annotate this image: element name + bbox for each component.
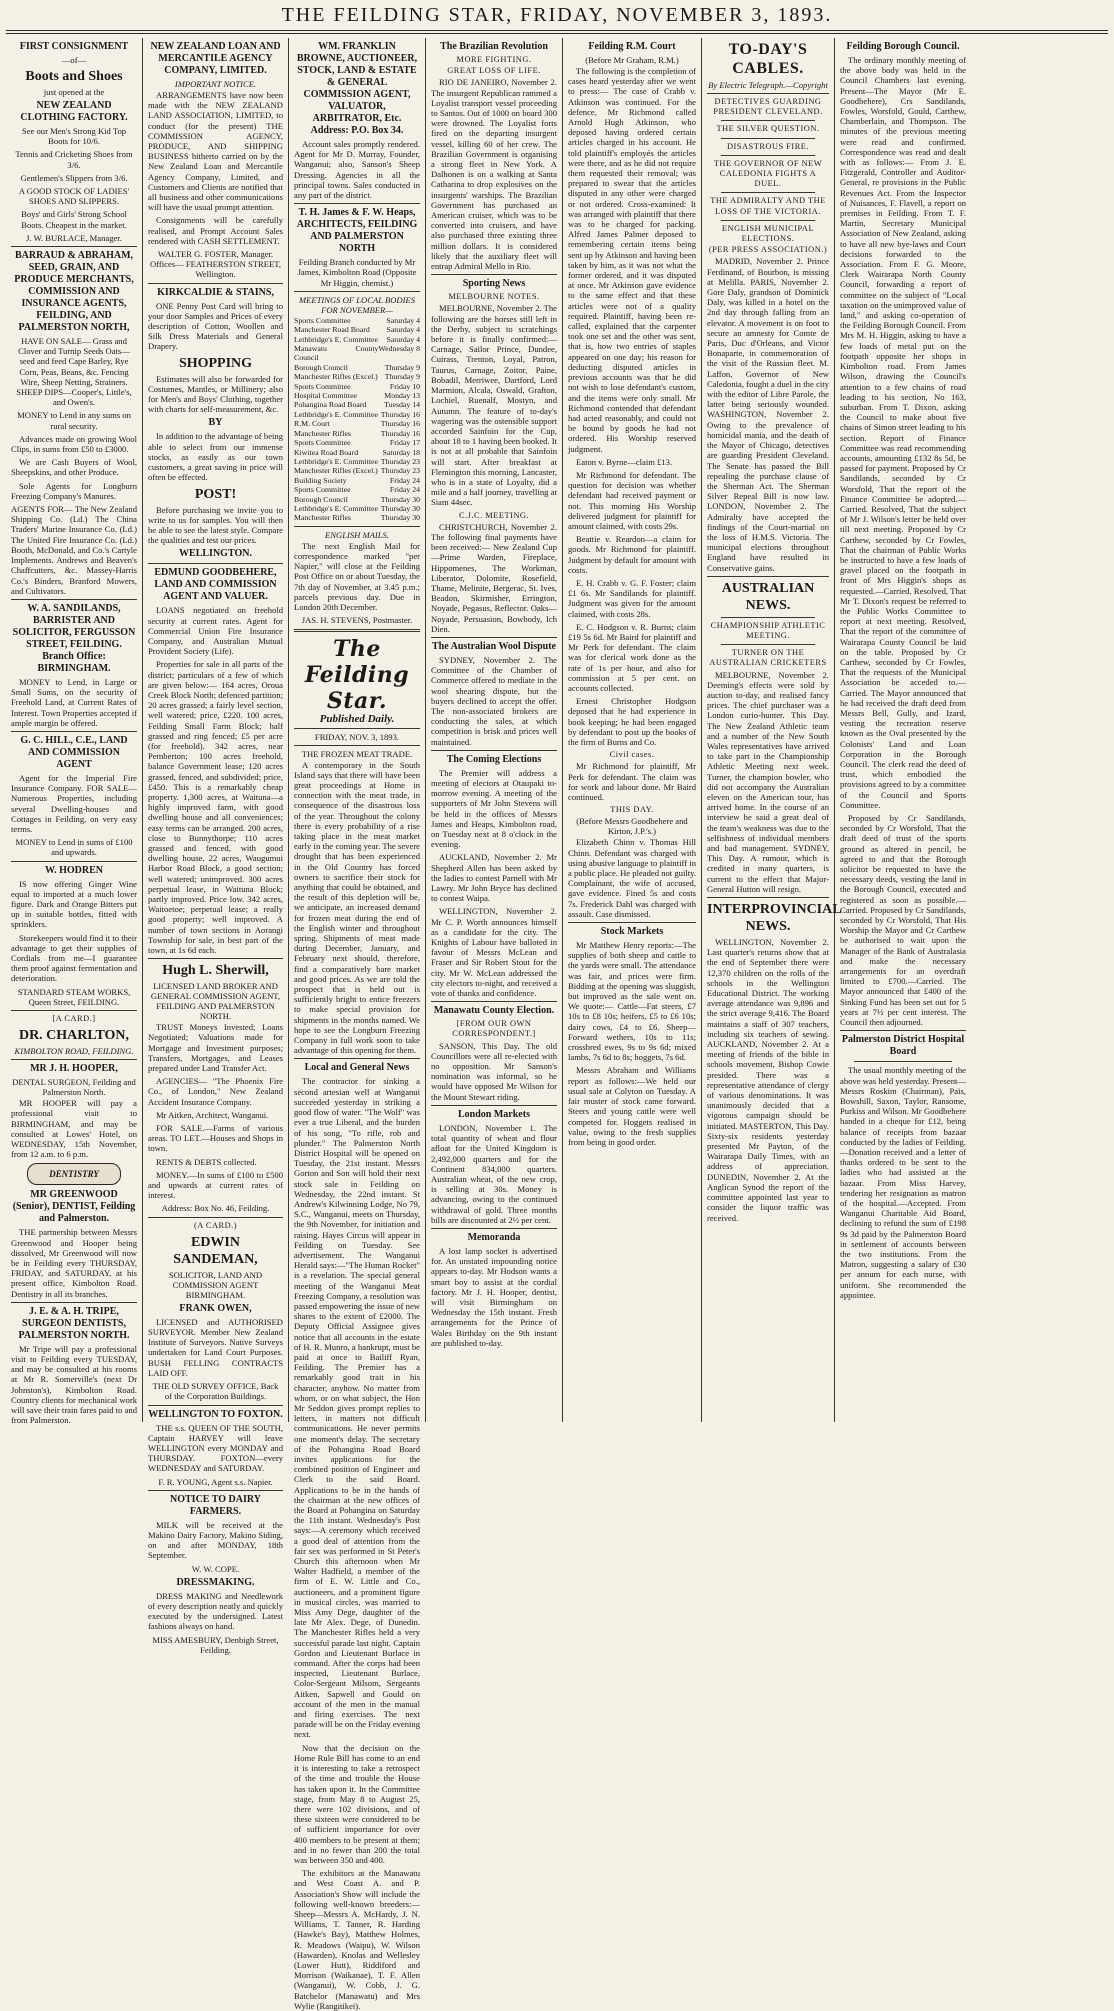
stock-markets-body: Mr Matthew Henry reports:—The supplies of both sheep and cattle to the yards were small. The attendance was fair, and prices were firm. Bidding at the opening was sluggish, but improved as the sale went on. We quote:— Cattle—Fat steers, £7 10s to £8 10s; heifers, £5 to £6 10s; dairy cows, £4 to £6. Sheep—Forward wethers, 10s to 11s; crossbred ewes, 9s to 9s 6d; mixed lambs, 7s 6d to 8s; hoggets, 7s 6d. xyxy=(568,940,696,1063)
wellington-elections: WELLINGTON, November 2. Mr C. P. Worth announces himself as a candidate for the city. The Knights of Labour have balloted in favour of Messrs McLean and Fraser and Sir Robert Stout for the city. Mr W. McLean addressed the city electors to-night, and received a vote of thanks and confidence. xyxy=(431,906,557,999)
meeting-body-name: Sports Committee xyxy=(294,315,351,325)
meeting-row xyxy=(294,400,420,409)
eaton-body: Mr Richmond for defendant. The question for decision was whether defendant had received payment or not. This morning His Worship delivered judgment for plaintiff for amount claimed, with costs 29s. xyxy=(568,469,696,531)
meeting-body-name: Lethbridge's E. Committee xyxy=(294,334,378,344)
greenwood-heading: MR GREENWOOD (Senior), DENTIST, Feilding and Palmerston. xyxy=(12,1189,136,1225)
meeting-body-name: Borough Council xyxy=(294,494,348,504)
meetings-heading: MEETINGS OF LOCAL BODIES FOR NOVEMBER— xyxy=(298,294,416,315)
meeting-date: Thursday 16 xyxy=(380,419,420,429)
shopping-heading: SHOPPING xyxy=(178,355,253,371)
cope-signature: W. W. COPE. xyxy=(191,1563,240,1574)
separator xyxy=(707,93,829,94)
meeting-body-name: Manchester Rifles xyxy=(294,428,351,438)
wool-heading: The Australian Wool Dispute xyxy=(431,640,556,652)
cable-head-5: THE ADMIRALTY AND THE LOSS OF THE VICTORIA. xyxy=(710,196,826,216)
meeting-body-name: R.M. Court xyxy=(294,419,330,429)
masthead: THE FEILDING STAR, FRIDAY, NOVEMBER 3, 1893. xyxy=(281,4,833,26)
meeting-row xyxy=(294,335,420,344)
separator xyxy=(840,1030,966,1031)
meeting-date: Friday 10 xyxy=(389,381,420,391)
browne-body: Account sales promptly rendered. Agent for Mr D. Murray, Founder, Wanganui; also, Sanson's Sheep Dressing. Agencies in all the principal towns. Sales conducted in any part of the district. xyxy=(294,139,420,201)
meeting-row xyxy=(294,363,420,372)
championship-heading: CHAMPIONSHIP ATHLETIC MEETING. xyxy=(710,620,826,640)
rents-line: RENTS & DEBTS collected. xyxy=(156,1156,257,1167)
manawatu-election-body: SANSON, This Day. The old Councillors were all re-elected with no opposition. Mr Sanson's nomination was informal, so he would have opposed Mr Wilson for the Mount Stewart riding. xyxy=(431,1040,557,1102)
barraud-heading: BARRAUD & ABRAHAM, SEED, GRAIN, AND PRODUCE MERCHANTS, COMMISSION AND INSURANCE AGENTS, FEILDING, AND PALMERSTON NORTH, xyxy=(14,250,134,334)
meeting-row xyxy=(294,438,420,447)
cable-head-2: THE SILVER QUESTION. xyxy=(716,124,820,134)
press-association: (PER PRESS ASSOCIATION.) xyxy=(708,245,828,255)
interprovincial-body: WELLINGTON, November 2. Last quarter's returns show that at the end of September there were 12,370 children on the rolls of the schools in the Wellington Educational District. The working average attendance was 9,896 and the strict average 9,416. The Board maintains a staff of 307 teachers, including six teachers of sewing. AUCKLAND, November 2. At a meeting of friends of the bible in schools movement, Bishop Cowie presided. There was a representative attendance of clergy of various denominations. It was unanimously decided that a vigorous campaign should be initiated. MASTERTON, This Day. Sixty-six residents yesterday presented Mr Payton, of the Wairarapa Daily Times, with an address of appreciation. DUNEDIN, November 2. At the Anglican Synod the report of the committee appointed last year to consider the liquor traffic was received. xyxy=(707,937,829,1223)
column-5 xyxy=(563,38,702,1422)
meeting-body-name: Manchester Road Board xyxy=(294,325,370,335)
cables-heading: TO-DAY'S CABLES. xyxy=(728,41,808,77)
telegraph-line: By Electric Telegraph.—Copyright xyxy=(708,80,828,90)
separator xyxy=(431,1228,557,1229)
steam-works-line: STANDARD STEAM WORKS, Queen Street, FEILDING. xyxy=(17,986,131,1007)
meeting-row xyxy=(294,513,420,522)
cjc-heading: C.J.C. MEETING. xyxy=(458,510,530,520)
column-3 xyxy=(289,38,426,2011)
meeting-date: Monday 13 xyxy=(384,391,420,401)
masthead-rule-2 xyxy=(6,33,1108,34)
meeting-row xyxy=(294,495,420,504)
meeting-date: Friday 24 xyxy=(389,485,420,495)
column-1 xyxy=(6,38,143,1426)
rm-court-heading: Feilding R.M. Court xyxy=(588,41,676,52)
meeting-body-name: Sports Committee xyxy=(294,438,351,448)
separator xyxy=(148,958,283,959)
address-line: Address: Box No. 46, Feilding. xyxy=(161,1203,270,1214)
english-mails-body: The next English Mail for correspondence marked "per Napier," will close at the Feilding Post Office on or about Tuesday, the 7th day of November, at 3.45 p.m.; parcels previous day. Due in London 20th December. xyxy=(294,540,420,612)
post-body: Before purchasing we invite you to write to us for samples. You will then be able to see the latest style. Compare the qualities and test our prices. xyxy=(148,504,283,546)
cable-head-4: THE GOVERNOR OF NEW CALEDONIA FIGHTS A DUEL. xyxy=(713,158,823,189)
brazil-body: RIO DE JANEIRO, November 2. The insurgent Republican rammed a Loyalist transport vessel proceeding to Santos. Out of 1000 on board 300 were drowned. The Loyalist forts fired on the departing insurgent vessel, killing 60 of her crew. The Brazilian Government is organising a strong fleet in New York. A Dalhonen is on a walking at Santa Catharina to drop explosives on the insurgents' warships. The Brazilian Government has purchased an American cruiser, which was to be converted into cruisers, and have also purchased three existing three million dollars. It is considered likely that the auxiliary fleet will entrap Admiral Mello in Rio. xyxy=(431,77,557,272)
hooper-body: MR HOOPER will pay a professional visit to BIRMINGHAM, and may be consulted at Lowes' Hotel, on WEDNESDAY, 15th November, from 12 a.m. to 6 p.m. xyxy=(11,1098,137,1160)
borough-council-body: The ordinary monthly meeting of the above body was held in the Council Chambers last evening. Present—The Mayor (Mr E. Goodbehere), Crs Sandilands, Fowles, Worsfold, Gould, Carthew, Chamberlain, and Thompson. The minutes of the previous meeting were read and confirmed. Correspondence was read and dealt with as follows:— From J. E. Fitzgerald, Controller and Auditor-General, re provisions in the Public Revenues Act. From the Inspector of Nuisances, F. Flavell, a report on premises in Feilding. From T. F. Martin, Secretary Municipal Association of New Zealand, asking to have all new bye-laws and Court decisions forwarded to the Association. From F. G. Moore, Clerk Wairarapa North County Council, forwarding a report of committee on the subject of "Local taxation on the unimproved value of land," and asking co-operation of the Feilding Borough Council. From Mrs M. H. Higgin, asking to have a few loads of metal put on the footpath opposite her shops in Kimbolton road. From James Wilson, drawing the Council's attention to a few chains of road leading to his section, No 163, suburban. From T. Dixon, asking the Council to make about five chains of Simon street leading to his section. Report of Finance Committee was read recommending accounts, amounting £132 8s 5d, be passed for payment. Proposed by Cr Sandilands, seconded by Cr Worsfold, That the report of the Finance Committee be adopted.—Carried. Resolved, That the subject of Mr J. Wilson's letter be held over till next meeting. Proposed by Cr Carthew, seconded by Cr Fowles, That the chairman of Public Works be instructed to have a few loads of gravel placed on the footpath in front of Mrs Higgin's shops as requested.—Carried. Resolved, That Mr T. Dixon's request be referred to the Public Works Committee to report at next meeting. Resolved, That the report of the committee of Wairarapa County Council be laid on the table. Proposed by Cr Carthew, seconded by Cr Fowles, That the requests of the Municipal Association be acceded to.—Carried. The Mayor announced that he had received the draft deed from Messrs Bell, Gully, and Izard, vesting the recreation reserve known as the Oval presented by the Colonists' Land and Loan Corporation in the Borough Council. The clerk read the deed of trust, which embodied the provisions agreed to by a committee of the Council and Sports Committee. xyxy=(840,55,966,810)
separator xyxy=(721,220,815,221)
auckland-elections: AUCKLAND, November 2. Mr Shepherd Allen has been asked by the ladies to contest Parnell with Mr Lawry. Mr John Bryce has declined to contest Waipa. xyxy=(431,852,557,904)
separator xyxy=(11,246,137,247)
opened-line: just opened at the xyxy=(43,87,105,97)
meeting-body-name: Manawatu County Council xyxy=(294,344,379,363)
sandeman-heading: EDWIN SANDEMAN, xyxy=(173,1234,258,1267)
sandilands-body: MONEY to Lend, in Large or Small Sums, on the security of Freehold Land, at Current Rates of Interest. Town Properties accepted if ample margin be offered. xyxy=(11,676,137,728)
meeting-body-name: Lethbridge's E. Committee xyxy=(294,456,378,466)
separator xyxy=(11,1302,137,1303)
separator xyxy=(294,291,420,292)
properties-list: Properties for sale in all parts of the district; particulars of a few of which are given below:— 164 acres, Oroua Creek Block North; defenced partition; 20 acres grassed; a fairly level section, well watered; price, £220. 100 acres, Feilding Small Farm Block; half grassed and ring fenced; £5 per acre (for freehold). 342 acres, near Pemberton; 100 acres freehold, balance Government lease; 120 acres grassed, fenced, and subdivided; price, £450. This is a remarkably cheap property. 1,300 acres, at Waituna—a highly improved farm, with good dwelling house and all conveniences; easy terms can be arranged. 200 acres, close to Bunnythorpe; 110 acres grassed and fenced, with good dwelling house. 22 acres, Waugumui Harbor Road Block, a good section; well watered; unimproved. 300 acres perpetual lease, in Waituna Block; partly improved. Price low. 342 acres, Waitoetoe; perpetual lease; a really good property; well improved. A number of town sections in Aorangi Township for sale, in best part of the town, at 1s 6d each. xyxy=(148,659,283,956)
kirkcaldie-body: ONE Penny Post Card will bring to your door Samples and Prices of every description of Cotton, Woollen and Silk Dress Materials and General Drapery. xyxy=(148,300,283,352)
cable-head-6: ENGLISH MUNICIPAL ELECTIONS. xyxy=(721,223,815,244)
ladies-stock-line: A GOOD STOCK OF LADIES' SHOES AND SLIPPERS. xyxy=(18,186,130,207)
separator xyxy=(431,1001,557,1002)
owen-heading: FRANK OWEN, xyxy=(179,1302,252,1314)
meeting-date: Thursday 30 xyxy=(380,494,420,504)
sandeman-title: SOLICITOR, LAND AND COMMISSION AGENT BIRMINGHAM. xyxy=(168,1269,263,1300)
separator xyxy=(148,283,283,284)
dentistry-emblem-icon: DENTISTRY xyxy=(27,1163,121,1185)
separator xyxy=(721,617,815,618)
manures-line: Sole Agents for Longburn Freezing Company's Manures. xyxy=(11,480,137,501)
meeting-row xyxy=(294,344,420,363)
sherwill-title: LICENSED LAND BROKER AND GENERAL COMMISSION AGENT, FEILDING AND PALMERSTON NORTH. xyxy=(150,981,281,1022)
separator xyxy=(148,1405,283,1406)
australian-news-body: MELBOURNE, November 2. Deeming's effects were sold by auction to-day, and realised fancy prices. The chief purchaser was a London curio-hunter. This Day. The New Zealand Athletic team and a number of the New South Wales representatives have arrived to take part in the Championship Athletic Meeting next week. Turner, the champion bowler, who did not accompany the Australian eleven on the American tour, has arrived home. In the course of an interview he said a great deal of the team's weakness was due to the selfishness of individual members and bad management. SYDNEY, This Day. A rumour, which is credited in many quarters, is current to the effect that Major-General Hutton will resign. xyxy=(707,669,829,894)
meeting-body-name: Kiwitea Road Board xyxy=(294,447,359,457)
hodren-heading: W. HODREN xyxy=(45,864,103,876)
dateline: FRIDAY, NOV. 3, 1893. xyxy=(314,731,400,742)
meeting-row xyxy=(294,448,420,457)
published-daily: Published Daily. xyxy=(319,713,395,726)
tripe-heading: J. E. & A. H. TRIPE, SURGEON DENTISTS, PALMERSTON NORTH. xyxy=(18,1305,130,1341)
separator xyxy=(294,728,420,729)
hodgson-evidence: Ernest Christopher Hodgson deposed that he had experience in book keeping; he had been engaged by defendant to post up the books of the firm of Burns and Co. xyxy=(568,696,696,747)
crabb-foster-case: E. H. Crabb v. G. F. Foster; claim £1 6s. Mr Sandilands for plaintiff. Judgment was given for the amount claimed, with costs 28s. xyxy=(568,577,696,619)
column-7 xyxy=(835,38,971,1422)
separator xyxy=(721,120,815,121)
meeting-row xyxy=(294,316,420,325)
cjc-body: CHRISTCHURCH, November 2. The following final payments have been received:— New Zealand Cup—Prime Warden, Fireplace, Hippomenes, The Workman, Liberator, Dolomite, Rosefield, Thame, Melinite, Bergerac, St. Ives, Beadon, Skirmisher, Errington, Noyade, Pegasus, Reflector. Oaks—Noyade, Persuasion, Bowbody, Ich Dien. xyxy=(431,521,557,634)
meeting-date: Thursday 9 xyxy=(384,362,420,372)
cable-head-3: DISASTROUS FIRE. xyxy=(727,141,809,151)
column-4 xyxy=(426,38,563,1422)
meeting-row xyxy=(294,419,420,428)
column-2 xyxy=(143,38,289,1655)
dental-line: DENTAL SURGEON, Feilding and Palmerston North. xyxy=(12,1077,136,1098)
dairy-heading: NOTICE TO DAIRY FARMERS. xyxy=(170,1493,261,1517)
cable-head-1: DETECTIVES GUARDING PRESIDENT CLEVELAND. xyxy=(713,97,823,117)
tripe-body: Mr Tripe will pay a professional visit to Feilding every TUESDAY, and may be consulted at his rooms at Mr R. Somerville's (next Dr Johnston's), Kimbolton Road. Country clients for mechanical work will save their train fares paid to and from Palmerston. xyxy=(11,1343,138,1426)
nzloan-body: ARRANGEMENTS have now been made with the NEW ZEALAND LAND ASSOCIATION, LIMITED, to conduct (for the present) THE COMMISSION AGENCY, PRODUCE, AND SHIPPING BUSINESS hitherto carried on by the New Zealand Loan and Mercantile Agency Company, Limited, and Customers and Clients are notified that all business and other communications will have the usual prompt attention. xyxy=(148,90,283,213)
home-rule-note: Now that the decision on the Home Rule Bill has come to an end it is interesting to take a retrospect of the time and trouble the House has taken upon it. In the Committee stage, from May 8 to August 25, there were 102 divisions, and of these sixteen were considered to be of sufficient importance for over 400 members to be present at them; and in no fewer than 200 the total was between 350 and 400. xyxy=(294,1742,420,1865)
this-day-heading: THIS DAY. xyxy=(610,805,654,815)
separator-double xyxy=(294,629,420,632)
sherwill-body: TRUST Moneys Invested; Loans Negotiated; Valuations made for Mortgage and Investment purposes; Transfers, Mortgages, and Leases prepared under Land Transfer Act. xyxy=(148,1022,283,1074)
meeting-row xyxy=(294,325,420,334)
manawatu-election-heading: Manawatu County Election. xyxy=(433,1005,555,1017)
memoranda-heading: Memoranda xyxy=(467,1231,521,1243)
kimbolton-line: KIMBOLTON ROAD, FEILDING. xyxy=(14,1046,134,1057)
aitken-line: Mr Aitken, Architect, Wanganui. xyxy=(156,1109,269,1120)
men-boots-line: See our Men's Strong Kid Top Boots for 10/6. xyxy=(21,126,127,147)
wool-body: SYDNEY, November 2. The Committee of the Chamber of Commerce offered to mediate in the wool shearing dispute, but the buyers declined to accept the offer. The non-associated brokers are conducting the sales, at which competition is brisk and prices well maintained. xyxy=(431,654,557,747)
civil-cases: Civil cases. xyxy=(609,750,655,760)
money-line: MONEY to Lend in any sums on rural security. xyxy=(17,410,131,431)
separator xyxy=(294,745,420,746)
meeting-body-name: Borough Council xyxy=(294,362,348,372)
elections-body: The Premier will address a meeting of electors at Otaupaki to-morrow evening. A meeting of the supporters of Mr John Stevens will be held in the offices of Messrs James and Heaps, Kimbolton road, on Tuesday next at 8 o'clock in the evening. xyxy=(431,767,557,850)
separator xyxy=(568,922,696,923)
goodbehere-body: LOANS negotiated on freehold security at current rates. Agent for Commercial Union Fire Insurance Company, and Australian Mutual Provident Society (Life). xyxy=(148,605,283,657)
hodren-body: IS now offering Ginger Wine equal to imported at a much lower figure. Dark and Orange Bitters put up in suitable bottles, fitted with sprinklers. xyxy=(11,878,137,930)
beattie-case: Beattie v. Reardon—a claim for goods. Mr Richmond for plaintiff. Judgment by default for amount with costs. xyxy=(568,534,696,575)
storekeepers-line: Storekeepers would find it to their advantage to get their supplies of Cordials from me—I guarantee them proof against fermentation and deterioration. xyxy=(11,932,137,984)
dressmaking-body: DRESS MAKING and Needlework of every description neatly and quickly executed by the undersigned. Latest fashions always on hand. xyxy=(148,1590,283,1632)
separator xyxy=(854,1061,952,1062)
card-label: [A CARD.] xyxy=(52,1013,96,1023)
meeting-date: Wednesday 8 xyxy=(378,344,421,354)
separator xyxy=(721,192,815,193)
meeting-row xyxy=(294,410,420,419)
separator xyxy=(11,731,137,732)
hooper-heading: MR J. H. HOOPER, xyxy=(30,1063,118,1075)
meeting-body-name: Manchester Rifles (Excel.) xyxy=(294,372,378,382)
cables-body: MADRID, November 2. Prince Ferdinand, of Bourbon, is missing at Melilla. PARIS, November 2. Gore Daly, grandson of Dominick Daly, was killed in a hotel on the 2nd day through falling from an elevator. A movement is on foot to secure an amnesty for Comte de Paris, Duc d'Orleans, and Victor Bonaparte, in commemoration of the visit of the Russian fleet. M. Laffon, Governor of New Caledonia, fought a duel in the city with the editor of Libre Parole, the latter being seriously wounded. WASHINGTON, November 2. Owing to the prevalence of homicidal mania, and the death of the Mayor of Chicago, detectives are guarding President Cleveland. The Senate has passed the Bill repealing the purchase clause of the Sherman Act. The Sherman Silver Repeal Bill is now law. LONDON, November 2. The Admiralty have accepted the findings of the Court-martial on the loss of H.M.S. Victoria. The municipal elections throughout England have resulted in Conservative gains. xyxy=(707,256,829,573)
boots-shoes-heading: Boots and Shoes xyxy=(25,69,123,84)
meeting-body-name: Manchester Rifles (Excel.) xyxy=(294,466,378,476)
hospital-board-heading: Palmerston District Hospital Board xyxy=(841,1034,965,1058)
borough-council-heading: Feilding Borough Council. xyxy=(846,41,960,52)
farms-sale-line: FOR SALE.—Farms of various areas. TO LET.—Houses and Shops in town. xyxy=(148,1123,283,1154)
greenwood-body: THE partnership between Messrs Greenwood and Hooper being dissolved, Mr Greenwood will now be in Feilding every THURSDAY, FRIDAY, and SATURDAY, at his present office, Kimbolton Road. Dentistry in all its branches. xyxy=(11,1227,137,1299)
meeting-date: Thursday 16 xyxy=(380,428,420,438)
by-heading: BY xyxy=(208,417,223,429)
this-day-body: Elizabeth Chinn v. Thomas Hill Chinn. Defendant was charged with using abusive language to plaintiff in a public place. He pleaded not guilty. Complainant, the wife of accused, gave evidence. Fined 5s and costs 7s. Frederick Dahl was charged with assault. Case dismissed. xyxy=(568,837,696,919)
dairy-body: MILK will be received at the Makino Dairy Factory, Makino Siding, on and after MONDAY, 18th September. xyxy=(148,1519,283,1561)
barraud-body: HAVE ON SALE— Grass and Clover and Turnip Seeds Oats—seed and feed Cape Barley, Rye Corn, Peas, Beans, &c. Fencing Wire, Sheep Netting, Strainers. SHEEP DIPS—Cooper's, Little's, and Owen's. xyxy=(16,336,132,408)
separator xyxy=(11,861,137,862)
separator xyxy=(431,274,557,275)
this-day-sub: (Before Messrs Goodbehere and Kirton, J.P.'s.) xyxy=(576,816,688,837)
rm-court-sub: (Before Mr Graham, R.M.) xyxy=(585,55,679,65)
meeting-row xyxy=(294,476,420,485)
owen-body: LICENSED and AUTHORISED SURVEYOR. Member New Zealand Institute of Surveyors. Native Surveys undertaken for Land Court Purposes. BUSH FELLING CONTRACTS LAID OFF. xyxy=(148,1316,283,1378)
rm-court-body: The following is the completion of cases heard yesterday after we went to press:— The case of Crabb v. Atkinson was continued. For the defence, Mr Richmond called Arnold Hugh Atkinson, who deposed having ordered certain articles charged in his account. He told plaintiff's employés the articles were there, and as he did not require them requested their removal; was prepared to swear that the articles disputed in any other were charged or not ordered. Cross-examined: It was arranged with plaintiff that there was to be charged for packing. Alfred James Palmer deposed to remembering certain items being sent up by Atkinson and having been taken by him, as it was not what the former ordered, and it was disputed at once. Mr Atkinson gave evidence to the same effect and that these articles were not of a quality required. Plaintiff, having been re-called, explained that the carpenter took one set and the other was sent, that is, how two entries of staples appeared on one day; his reason for deducting disputed articles in previous accounts was that he did not wish to lose defendant's custom, and the items were only small. Mr Richmond contended that defendant had acted reasonably, and could not be bound by goods he had not ordered. His Worship reserved judgment. xyxy=(568,66,696,454)
amesbury-signature: MISS AMESBURY, Denbigh Street, Feilding. xyxy=(152,1634,279,1655)
meeting-body-name: Manchester Rifles xyxy=(294,513,351,523)
of-line: —of— xyxy=(61,55,87,65)
separator xyxy=(431,750,557,751)
meeting-date: Thursday 23 xyxy=(380,456,420,466)
own-correspondent: [FROM OUR OWN CORRESPONDENT.] xyxy=(452,1019,536,1039)
advances-line: Advances made on growing Wool Clips, in sums from £50 to £3000. xyxy=(11,433,137,455)
wellington-heading: WELLINGTON. xyxy=(179,548,252,560)
important-notice: IMPORTANT NOTICE. xyxy=(174,79,257,89)
factory-heading: NEW ZEALAND CLOTHING FACTORY. xyxy=(20,100,128,123)
meeting-row xyxy=(294,391,420,400)
meeting-body-name: Pohangina Road Board xyxy=(294,400,367,410)
meeting-date: Saturday 4 xyxy=(386,334,420,344)
queen-body: THE s.s. QUEEN OF THE SOUTH, Captain HARVEY will leave WELLINGTON every MONDAY and THURSDAY. FOXTON—every WEDNESDAY and SATURDAY. xyxy=(148,1422,283,1474)
elections-heading: The Coming Elections xyxy=(446,753,542,765)
card-label-2: (A CARD.) xyxy=(193,1220,238,1230)
separator xyxy=(707,576,829,577)
agencies-line: AGENCIES— "The Phoenix Fire Co., of London," New Zealand Accident Insurance Company. xyxy=(148,1076,283,1107)
civil-body: Mr Richmond for plaintiff, Mr Perk for defendant. The claim was for work and labour done. Mr Baird continued. xyxy=(568,761,696,803)
meeting-date: Friday 24 xyxy=(389,475,420,485)
london-markets-body: LONDON, November 1. The total quantity of wheat and flour afloat for the United Kingdom is 2,492,000 quarters and for the Continent 834,000 quarters. Australian wheat, of the new crop, is selling at 30s. Money is advancing, owing to the continued withdrawal of gold. Three months bills are discounted at 2½ per cent. xyxy=(431,1122,557,1225)
hill-heading: G. C. HILL, C.E., LAND AND COMMISSION AGENT xyxy=(20,734,128,770)
meeting-row xyxy=(294,429,420,438)
skins-line: We are Cash Buyers of Wool, Sheepskins, and other Produce. xyxy=(11,457,137,478)
meeting-body-name: Hospital Committee xyxy=(294,391,358,401)
post-advantage: In addition to the advantage of being able to select from our immense stocks, as easily as our town customers, a great saving in price will often be effected. xyxy=(148,431,283,483)
first-consignment-heading: FIRST CONSIGNMENT xyxy=(19,41,129,52)
james-heaps-heading: T. H. James & F. W. Heaps, ARCHITECTS, FEILDING AND PALMERSTON NORTH xyxy=(296,207,418,255)
stock-markets-heading: Stock Markets xyxy=(600,926,664,938)
meeting-row xyxy=(294,457,420,466)
meeting-date: Thursday 23 xyxy=(380,466,420,476)
foxton-heading: WELLINGTON TO FOXTON. xyxy=(148,1408,283,1420)
james-heaps-body: Feilding Branch conducted by Mr James, Kimbolton Road (Opposite Mr Higgin, chemist.) xyxy=(297,257,417,288)
meeting-date: Saturday 4 xyxy=(386,325,420,335)
meeting-body-name: Lethbridge's E. Committee xyxy=(294,409,378,419)
hospital-board-body: The usual monthly meeting of the above was held yesterday. Present—Messrs Roskim (Chairman), Pais, Bowshill, Saxon, Taylor, Ransome, Purkiss and Wilson. Mr Goodbehere handed in a cheque for £12, being balance of receipts from bazaar conducted by the ladies of Feilding.—Donation received and a letter of thanks ordered to be sent to the ladies who had assisted at the bazaar. From Miss Harvey, tendering her resignation as matron of the hospital.—Accepted. From Wanganui Charitable Aid Board, declining to refund the sum of £198 9s 3d paid by the Palmerston Board in settlement of accounts between the two institutions. From the Matron, suggesting a salary of £30 per annum for each nurse, with uniform. She recommended the appointee. xyxy=(840,1065,966,1300)
english-mails-heading: ENGLISH MAILS. xyxy=(325,529,389,540)
great-loss-subheading: GREAT LOSS OF LIFE. xyxy=(447,66,541,76)
money-lend-line: MONEY.—In sums of £100 to £500 and upwards at current rates of interest. xyxy=(148,1169,283,1201)
melbourne-notes: MELBOURNE NOTES. xyxy=(448,292,540,302)
shopping-body: Estimates will also be forwarded for Costumes, Mantles, or Millinery; also for Men's and Boys' Clothing, together with charts for self-measurement, &c. xyxy=(148,373,283,415)
burlace-signature: J. W. BURLACE, Manager. xyxy=(26,232,122,243)
local-general-body: The contractor for sinking a second artesian well at Wanganui succeeded yesterday in striking a good flow of water. "The Wolf" was ever a true Liberal, and the burden of his song, "To rifle, rob and plunder." The Palmerston North District Hospital will be opened on Tuesday, the 21st instant. Messrs Gorton and Son will hold their next stock sale in Feilding on Wednesday, the 22nd instant. St Andrew's Kilwinning Lodge, No 79, S.C., Wanganui, meets on Thursday, the 9th November, for initiation and raising. Hayes Circus will appear in Feilding on Tuesday. See advertisement. The Wanganui Herald says:—"The Human Rocket" is a revelation. The special general meeting of the Wanganui Meat Freezing Company, a resolution was passed empowering the issue of new shares to the extent of £2000. The Deputy Official Assignee gives notice that all accounts in the estate of H. R. Munro, a bankrupt, must be paid at once to Bailiff Ryan, Feilding. The Premier has a remarkably good trait in his character, anyhow. No matter from whom, or on what subject, the Hon Mr Seddon gives prompt replies to letters, in matters not difficult communications. He never permits one moment's delay. The secretary of the Pohangina Road Board invites applications for the combined position of Engineer and Clerk to the said Board. Applications to be in the hands of the chairman at the new offices of the Board at Pohangina on Saturday the 11th instant. Wednesday's Post says:—A ceremony which received a good deal of attention from the fair sex was performed in St Peter's Church this afternoon when Mr Walter Hadfield, a member of the firm of E. W. Little and Co., auctioneers, and a prominent figure in musical circles, was married to Miss Amy Dege, daughter of the late Mr Alex. Dege, of Dunedin. The Manchester Rifles held a very successful parade last night. Captain Gordon and Lieutenant Burlace in command. After the corps had been inspected, Lieutenant Burlace, Color-Sergeant Milsom, Sergeants Aitken, Sapwell and Gould on account of the men in the manual and firing exercises. The next parade will be on the Friday evening next. xyxy=(294,1076,421,1740)
meeting-row xyxy=(294,372,420,381)
meeting-row xyxy=(294,466,420,475)
local-general-heading: Local and General News xyxy=(304,1062,410,1074)
meeting-body-name: Sports Committee xyxy=(294,381,351,391)
separator xyxy=(148,563,283,564)
separator xyxy=(148,1217,283,1218)
agents-list: AGENTS FOR— The New Zealand Shipping Co. (Ld.) The China Traders' Marine Insurance Co. (Ld.) The United Fire Insurance Co. (Ld.) Booth, McDonald, and Co.'s Cartyle Implements. Andrews and Beaven's Chaffcutters, &c. Massey-Harris Co.'s Binders, Branford Mowers, and Cultivators. xyxy=(11,504,137,596)
meeting-date: Tuesday 14 xyxy=(384,400,420,410)
meeting-row xyxy=(294,504,420,513)
frozen-meat-body: A contemporary in the South Island says that there will have been great proceedings at Home in connection with the meat trade, in consequence of the disastrous loss of the year. Throughout the colony there is every probability of a rise taking place in the meat market early in the coming year. The severe drought that has been experienced in the Old Country has forced owners to sacrifice their stock for anything that could be obtained, and the result of this depletion will be, we anticipate, an increased demand for frozen meat during the end of the English winter and throughout spring. Shipments of meat made during December, January, and February next should, therefore, find a comparatively bare market and good prices. As we are told the prospect that is held out is sufficiently bright to entice freezers to make special provision for shipments in the months named. We hope to see the Longburn Freezing Company in full work soon to take advantage of this opening for them. xyxy=(294,759,420,1056)
borough-council-body-2: Proposed by Cr Sandilands, seconded by Cr Worsfold, That the draft deed of trust of the sports ground as altered in pencil, be agreed to and that the Borough solicitor be requested to have the necessary deeds, vesting the land in the Borough Council, executed and registered as soon as possible.—Carried. Proposed by Cr Sandilands, seconded by Cr Worsfold, That His Worship the Mayor and Cr Carthew be authorised to wait upon the Manager of the Bank of Australasia and make the necessary arrangements for an overdraft limited to £700.—Carried. The Mayor announced that £400 of the Sinking Fund has been set out for 5 years at 7½ per cent interest. The Council then adjourned. xyxy=(840,813,966,1028)
separator xyxy=(431,1105,557,1106)
london-markets-heading: London Markets xyxy=(458,1108,530,1120)
brazil-subheading: MORE FIGHTING. xyxy=(456,55,532,64)
meeting-body-name: Sports Committee xyxy=(294,485,351,495)
separator xyxy=(294,526,420,527)
charlton-heading: DR. CHARLTON, xyxy=(18,1028,130,1044)
separator xyxy=(294,203,420,204)
hill-money-line: MONEY to Lend in sums of £100 and upwards. xyxy=(15,837,133,858)
separator xyxy=(11,1010,137,1011)
australian-news-heading: AUSTRALIAN NEWS. xyxy=(721,580,815,613)
survey-office-line: THE OLD SURVEY OFFICE, Back of the Corporation Buildings. xyxy=(152,1381,279,1402)
consignments-line: Consignments will be carefully realised, and Prompt Account Sales rendered with CASH SETTLEMENT. xyxy=(148,215,283,246)
turner-heading: TURNER ON THE AUSTRALIAN CRICKETERS xyxy=(709,648,827,668)
meeting-date: Thursday 30 xyxy=(380,513,420,523)
slippers-line: Gentlemen's Slippers from 3/6. xyxy=(20,172,128,183)
separator xyxy=(11,1059,137,1060)
meeting-body-name: Lethbridge's E. Committee xyxy=(294,503,378,513)
memoranda-body: A lost lamp socket is advertised for. An unstated impounding notice appears to-day. Mr Hodson wants a smart boy to assist at the cordial factory. Mr J. H. Hooper, dentist, will visit Birmingham on Wednesday the 15th instant. Fresh arrangements for the Prince of Wales Birthday on the 9th instant are published to-day. xyxy=(431,1245,557,1348)
masthead-rule xyxy=(6,30,1108,31)
meetings-table xyxy=(294,316,420,523)
meeting-row xyxy=(294,382,420,391)
meeting-body-name: Building Society xyxy=(294,475,347,485)
separator xyxy=(431,637,557,638)
meeting-row xyxy=(294,485,420,494)
meeting-date: Thursday 9 xyxy=(384,372,420,382)
frozen-meat-heading: THE FROZEN MEAT TRADE. xyxy=(301,748,413,759)
meeting-date: Thursday 30 xyxy=(380,503,420,513)
meeting-date: Saturday 4 xyxy=(386,315,420,325)
meeting-date: Thursday 16 xyxy=(380,409,420,419)
browne-heading: WM. FRANKLIN BROWNE, AUCTIONEER, STOCK, LAND & ESTATE & GENERAL COMMISSION AGENT, VALUATOR, ARBITRATOR, Etc. Address: P.O. Box 34. xyxy=(296,41,418,136)
school-boots-line: Boys' and Girls' Strong School Boots. Cheapest in the market. xyxy=(21,209,127,230)
kirkcaldie-heading: KIRKCALDIE & STAINS, xyxy=(157,286,274,298)
separator xyxy=(721,138,815,139)
brazil-heading: The Brazilian Revolution xyxy=(440,41,548,52)
separator xyxy=(721,155,815,156)
tennis-line: Tennis and Cricketing Shoes from 3/6. xyxy=(15,149,133,170)
separator xyxy=(721,644,815,645)
nzloan-heading: NEW ZEALAND LOAN AND MERCANTILE AGENCY COMPANY, LIMITED. xyxy=(150,41,281,76)
column-6 xyxy=(702,38,842,1422)
dressmaking-heading: DRESSMAKING. xyxy=(176,1576,255,1588)
meeting-date: Friday 17 xyxy=(389,438,420,448)
post-heading: POST! xyxy=(194,486,237,502)
foster-signature: WALTER G. FOSTER, Manager. Offices— FEATHERSTON STREET, Wellington. xyxy=(149,249,282,280)
eaton-case: Eaton v. Byrne—claim £13. xyxy=(576,456,673,467)
hill-body: Agent for the Imperial Fire Insurance Company. FOR SALE—Numerous Properties, including several Dwelling-houses and Cottages in Feilding, on very easy terms. xyxy=(11,772,137,834)
hodgson-case: E. C. Hodgson v. R. Burns; claim £19 5s 6d. Mr Baird for plaintiff and Mr Perk for defendant. The claim was for clerical work done as the rate of 1s per hour, and also for commission at 5 per cent. on accounts collected. xyxy=(568,621,696,693)
columns xyxy=(6,38,1108,2011)
separator xyxy=(707,897,829,898)
interprovincial-heading: INTERPROVINCIAL NEWS. xyxy=(707,902,842,935)
meeting-date: Saturday 18 xyxy=(382,447,420,457)
sporting-heading: Sporting News xyxy=(462,278,526,290)
goodbehere-heading: EDMUND GOODBEHERE, LAND AND COMMISSION AGENT AND VALUER. xyxy=(154,567,277,603)
separator xyxy=(294,1058,420,1059)
sporting-body: MELBOURNE, November 2. The following are the horses still left in the Derby, subject to scratchings before it is finally confirmed:—Carnage, Sailor Prince, Dundee, Cuirass, Trenton, Loyal, Patron, Taurus, Carnage, Zoitor, Paine, Bobadil, Merriwee, Dartford, Lord Marmion, Alcala, Oswald, Grafton, Lochiel, Ruenalf, Mostyn, and Autumn. The feature of to-day's wagering was the ostensible support accorded Sainfoin for the Cup, about 18 to 1 having been booked. It is not at all probable that Sainfoin will start. After breakfast at Flemington this morning, Lancaster, who is in a state of Loyalty, did a mile and a half journey, travelling at Siam 44sec. xyxy=(431,303,558,508)
young-signature: F. R. YOUNG, Agent s.s. Napier. xyxy=(158,1476,273,1487)
sandilands-heading: W. A. SANDILANDS, BARRISTER AND SOLICITOR, FERGUSSON STREET, FEILDING. Branch Office: BIRMINGHAM. xyxy=(12,602,136,674)
separator xyxy=(148,1490,283,1491)
stevens-signature: JAS. H. STEVENS, Postmaster. xyxy=(301,615,413,626)
exhibitors-note: The exhibitors at the Manawatu and West Coast A. and P. Association's Show will include the following well-known breeders:—Sheep—Messrs A. McHardy, J. N. Williams, T. Tanner, R. Harding (Hawke's Bay), Matthew Holmes, R. Meadows (Waipu), W. Wilson (Hawarden), Knolas and Wellesley (Lower Hutt), Riddiford and Morrison (Waikanae), T. F. Allen (Wanganui), W. Cobb, J. G. Batchelor (Manawatu) and Mrs Wylie (Rangitikei). xyxy=(294,1868,420,2011)
feilding-star-nameplate: The Feilding Star. xyxy=(304,636,410,715)
separator xyxy=(11,599,137,600)
stock-markets-body-2: Messrs Abraham and Williams report as follows:—We held our usual sale at Colyton on Tuesday. A fair muster of stock came forward. Steers and young cattle were well competed for. Hoggets realised in value, owing to the fresh supplies from being in good order. xyxy=(568,1065,696,1147)
sherwill-heading: Hugh L. Sherwill, xyxy=(162,963,269,979)
